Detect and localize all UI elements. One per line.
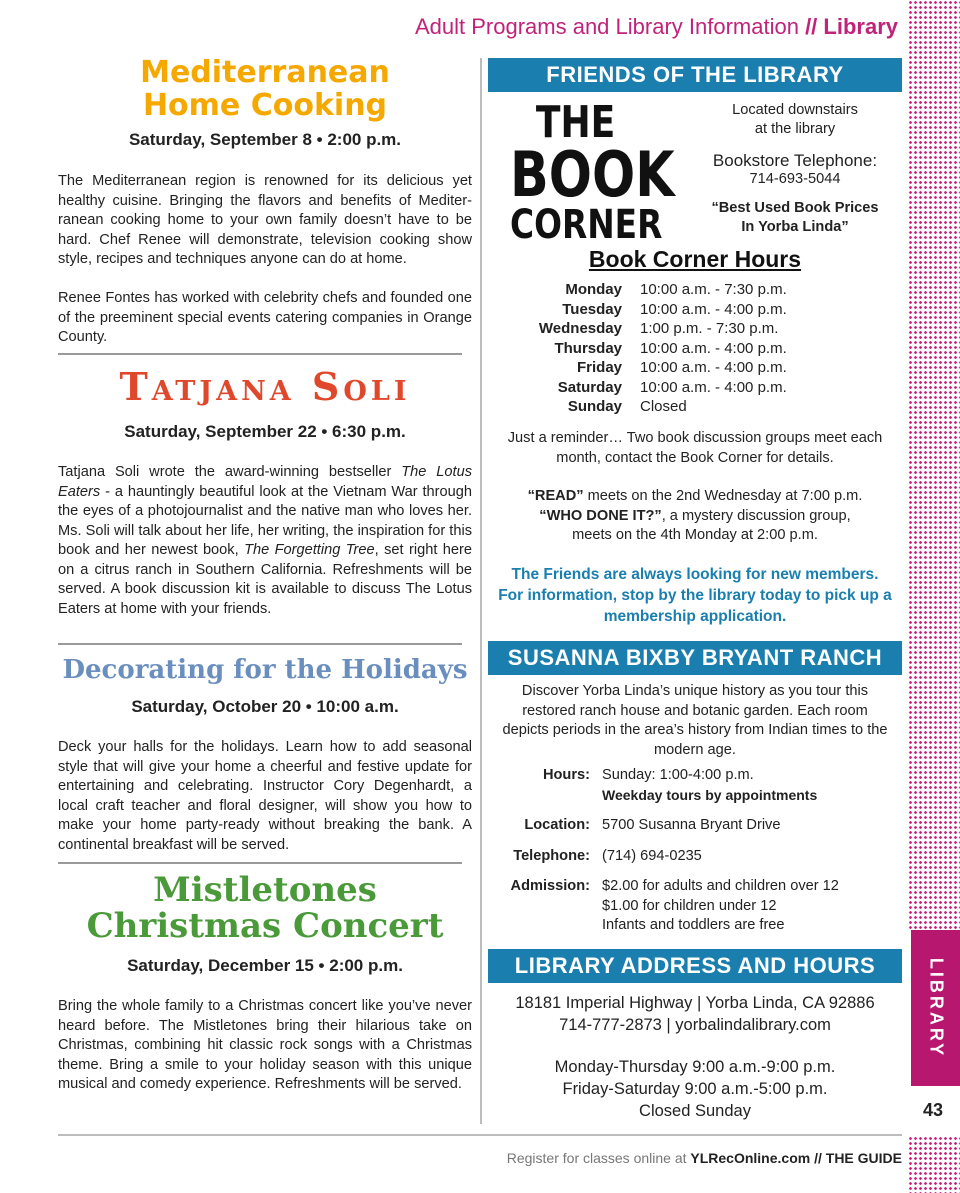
header-sep: // (798, 14, 824, 39)
hours-day: Friday (576, 359, 622, 376)
ranch-value-line: Sunday: 1:00-4:00 p.m. (602, 767, 754, 783)
ranch-value-note: Weekday tours by appointments (602, 786, 818, 803)
hours-day: Sunday (567, 398, 622, 415)
library-contact: 714-777-2873 | yorbalindalibrary.com (559, 1016, 831, 1034)
title-line: Mistletones (153, 870, 377, 910)
library-hours: Friday-Saturday 9:00 a.m.-5:00 p.m. (562, 1080, 828, 1098)
event-mistletones-desc: Bring the whole family to a Christmas concert like you’ve never heard before. The Mistletones bring their hilarious take on Christmas, combining hit classic rock songs with a Christmas theme. Bring a smile to your holiday season with this unique musical and comedy experience. Refreshments will be served. (58, 998, 472, 1092)
friends-banner: FRIENDS OF THE LIBRARY (488, 58, 902, 92)
read-group (488, 487, 902, 507)
logo-text: CORNER (510, 202, 663, 248)
discussion-reminder: Just a reminder… Two book discussion groups meet each month, contact the Book Corner for details. (507, 430, 883, 466)
hours-row (488, 319, 902, 339)
location-text: at the library (754, 121, 836, 137)
book-corner-logo (510, 97, 675, 248)
members-callout (488, 564, 902, 627)
divider (58, 862, 462, 864)
column-divider (480, 58, 482, 1124)
event-mediterranean-title (58, 56, 472, 122)
hours-day: Saturday (557, 378, 622, 396)
ranch-hours (488, 766, 902, 805)
footer-site-link[interactable]: YLRecOnline.com (690, 1150, 811, 1166)
event-soli-date: Saturday, September 22 • 6:30 p.m. (124, 422, 406, 441)
dot-pattern-top (908, 0, 960, 930)
hours-row (488, 378, 902, 398)
hours-day: Monday (565, 281, 622, 298)
logo-text: BOOK (510, 138, 675, 211)
hours-time: 10:00 a.m. - 4:00 p.m. (640, 339, 787, 357)
ranch-details (488, 766, 902, 936)
page-header (415, 14, 898, 40)
group-name: “READ” (527, 488, 584, 504)
event-soli-desc (58, 463, 472, 619)
text: , set right here on a citrus ranch in Southern California. Refreshments will be served. A book discussion kit is available to discuss The Lotus Eaters at home with your friends. (58, 542, 472, 617)
library-section-tab (911, 930, 960, 1086)
phone-number: 714-693-5044 (749, 171, 841, 187)
hours-time: 10:00 a.m. - 4:00 p.m. (640, 359, 787, 376)
title-line: Christmas Concert (86, 906, 444, 946)
hours-time: 10:00 a.m. - 4:00 p.m. (640, 300, 787, 318)
group-text: meets on the 4th Monday at 2:00 p.m. (572, 527, 818, 543)
event-mediterranean-date: Saturday, September 8 • 2:00 p.m. (128, 130, 402, 149)
ranch-value (602, 877, 839, 936)
event-decorating-date: Saturday, October 20 • 10:00 a.m. (131, 697, 399, 716)
ranch-label: Location: (524, 817, 590, 833)
ranch-admission (488, 877, 902, 936)
header-section: Adult Programs and Library Information (414, 14, 799, 39)
hours-day: Thursday (554, 339, 622, 357)
divider (58, 353, 462, 355)
book-title: The Forgetting Tree (244, 542, 375, 558)
ranch-value (602, 766, 817, 805)
callout-line: The Friends are always looking for new members. (511, 566, 879, 583)
text: Tatjana Soli wrote the award-winning bestseller (58, 464, 402, 480)
admission-line: Infants and toddlers are free (602, 917, 785, 933)
event-decorating-title: Decorating for the Holidays (62, 655, 468, 685)
page-number: 43 (922, 1100, 944, 1120)
book-title: The Lotus Eaters (58, 464, 473, 500)
footer-text: Register for classes online at (506, 1150, 691, 1166)
hours-day: Wednesday (538, 320, 622, 337)
event-decorating-desc: Deck your halls for the holidays. Learn how to add seasonal style that will give your home a cheerful and festive update for entertaining and celebrating. Instructor Cory Degenhardt, a local craft teacher and floral designer, will show you how to make your home party-ready without breaking the bank. A continental breakfast will be served. (58, 739, 472, 853)
footer-rule (58, 1134, 902, 1136)
admission-line: $2.00 for adults and children over 12 (602, 878, 839, 894)
library-hours: Monday-Thursday 9:00 a.m.-9:00 p.m. (554, 1058, 836, 1076)
ranch-label: Telephone: (513, 847, 590, 864)
hours-row (488, 280, 902, 300)
ranch-label: Admission: (510, 878, 590, 894)
header-library: Library (823, 14, 898, 39)
callout-line: membership application. (603, 608, 787, 625)
ranch-value: 5700 Susanna Bryant Drive (602, 817, 781, 833)
ranch-telephone (488, 847, 902, 867)
slogan: “Best Used Book Prices (711, 200, 879, 216)
event-mediterranean-desc: The Mediterranean region is renowned for its delicious yet healthy cuisine. Bringing the flavors and benefits of Mediter-ranean cooking home to your own family doesn’t have to be hard. Chef Renee will demonstrate, television cooking show style, recipes and techniques anyone can do at home. (58, 173, 472, 267)
library-address: 18181 Imperial Highway | Yorba Linda, CA 92886 (515, 994, 875, 1012)
ranch-value: (714) 694-0235 (602, 847, 702, 864)
title-line: Home Cooking (142, 88, 388, 123)
library-hours: Closed Sunday (639, 1102, 751, 1120)
event-mistletones-title (58, 872, 472, 944)
hours-row (488, 300, 902, 320)
phone-label: Bookstore Telephone: (712, 151, 878, 170)
slogan: In Yorba Linda” (741, 219, 849, 235)
hours-time: Closed (640, 398, 687, 415)
book-corner-hours (488, 280, 902, 417)
library-info (488, 992, 902, 1122)
footer (507, 1150, 902, 1166)
hours-row (488, 397, 902, 417)
hours-row (488, 358, 902, 378)
event-mistletones-date: Saturday, December 15 • 2:00 p.m. (127, 956, 403, 975)
hours-time: 10:00 a.m. - 7:30 p.m. (640, 281, 787, 298)
callout-line: For information, stop by the library today to pick up a (498, 587, 892, 604)
group-text: meets on the 2nd Wednesday at 7:00 p.m. (583, 488, 863, 504)
group-name: “WHO DONE IT?” (539, 507, 662, 524)
book-corner-hours-title: Book Corner Hours (588, 246, 802, 272)
book-corner-info (690, 101, 900, 237)
group-text: , a mystery discussion group, (661, 507, 851, 524)
tab-label: LIBRARY (926, 957, 946, 1059)
who-group (488, 507, 902, 527)
event-soli-title: Tatjana Soli (119, 364, 411, 409)
admission-line: $1.00 for children under 12 (602, 897, 777, 914)
footer-guide: // THE GUIDE (810, 1150, 902, 1166)
title-line: Mediterranean (140, 55, 390, 90)
library-banner: LIBRARY ADDRESS AND HOURS (488, 949, 902, 983)
event-mediterranean-bio: Renee Fontes has worked with celebrity chefs and founded one of the preeminent special events catering companies in Orange County. (58, 290, 472, 345)
ranch-banner: SUSANNA BIXBY BRYANT RANCH (488, 641, 902, 675)
location-text: Located downstairs (732, 102, 858, 118)
hours-row (488, 339, 902, 359)
discussion-groups (488, 487, 902, 546)
ranch-location (488, 816, 902, 836)
ranch-label: Hours: (542, 767, 590, 783)
hours-time: 10:00 a.m. - 4:00 p.m. (640, 378, 787, 396)
text: - a hauntingly beautiful look at the Vietnam War through the eyes of a photojournalist and the native man who loves her. Ms. Soli will talk about her life, her writing, the inspiration for this book and her newest book, (58, 483, 472, 558)
dot-pattern-bottom (908, 1136, 960, 1193)
divider (58, 643, 462, 645)
logo-text: THE (535, 97, 616, 148)
hours-day: Tuesday (562, 300, 622, 318)
hours-time: 1:00 p.m. - 7:30 p.m. (640, 320, 779, 337)
ranch-intro: Discover Yorba Linda’s unique history as you tour this restored ranch house and botanic garden. Each room depicts periods in the area’s history from Indian times to the modern age. (502, 683, 888, 758)
